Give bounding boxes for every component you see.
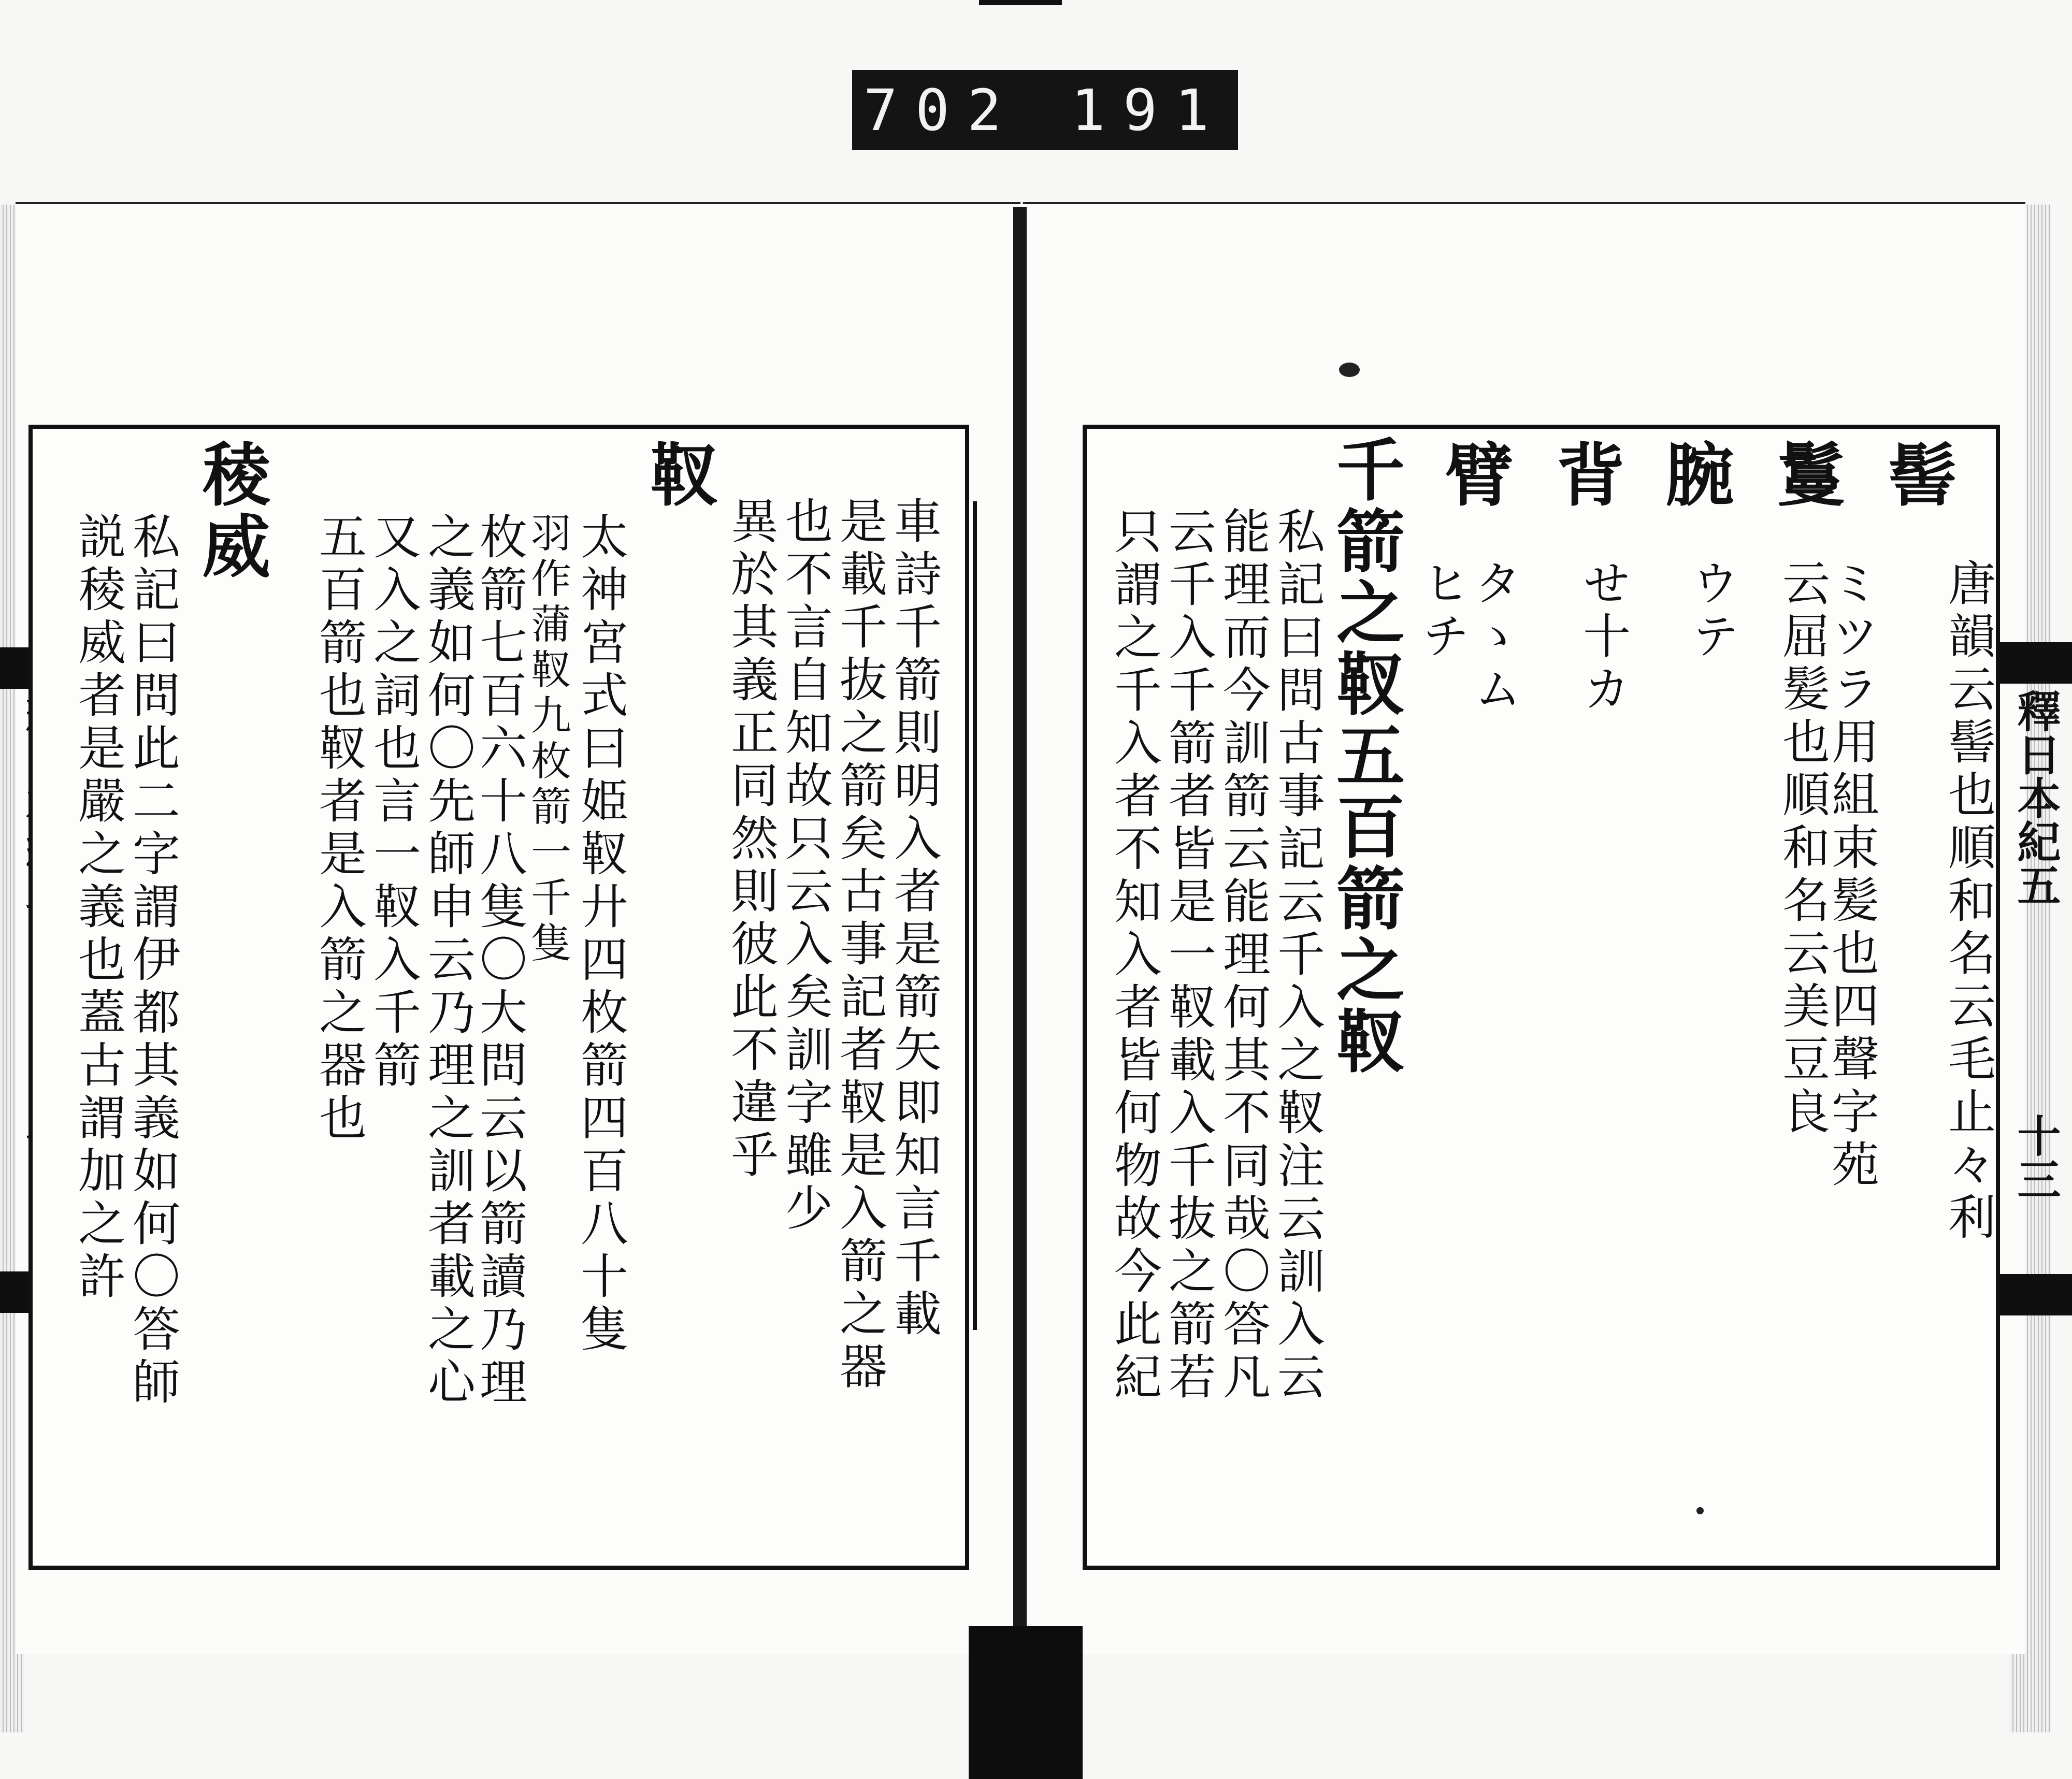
text-column: 羽作蒲靫九枚箭一千隻 (524, 512, 571, 967)
entry-text: ヒチ (1415, 558, 1470, 664)
text-column: 是載千抜之箭矣古事記者靫是入箭之器 (832, 496, 887, 1394)
text-column: 私記曰問古事記云千入之靫注云訓入云 (1270, 507, 1325, 1405)
text-column: 異於其義正同然則彼此不違乎 (723, 496, 779, 1183)
entry-head: 腕 (1653, 439, 1734, 511)
heading-itsu: 稜威 (190, 439, 270, 582)
text-column: 車詩千箭則明入者是箭矢即知言千載 (886, 496, 942, 1341)
ink-spot (1696, 1507, 1704, 1514)
entry-head: 臂 (1433, 439, 1514, 511)
right-margin-tab-bottom (1992, 1274, 2072, 1315)
text-column: 私記曰問此二字謂伊都其義如何〇答師 (125, 512, 180, 1410)
section-heading: 千箭之靫五百箭之靫 (1325, 434, 1405, 1077)
ink-blot-top (979, 0, 1062, 5)
right-margin-title: 釋日本紀五 (2010, 689, 2062, 906)
text-column: 五百箭也靫者是入箭之器也 (311, 512, 367, 1146)
text-column: 只謂之千入者不知入者皆何物故今此紀 (1106, 507, 1162, 1405)
inner-rule (973, 501, 977, 1330)
entry-text: 唐韻云髻也順和名云毛止々利 (1940, 558, 1996, 1245)
ink-spot (1339, 363, 1360, 377)
microfilm-frame-label: 702 191 (852, 70, 1238, 150)
right-margin-tab-top (1992, 642, 2072, 684)
text-column: 太神宮式曰姫靫廾四枚箭四百八十隻 (573, 512, 628, 1357)
entry-text: ウテ (1684, 558, 1739, 664)
left-text-block (28, 425, 969, 1570)
entry-head: 鬘 (1765, 439, 1845, 511)
entry-head: 背 (1545, 439, 1625, 511)
text-column: 之義如何〇先師申云乃理之訓者載之心 (420, 512, 476, 1410)
entry-text: 云屈髪也順和名云美豆良 (1775, 558, 1830, 1139)
text-column: 説稜威者是嚴之義也蓋古謂加之許 (70, 512, 126, 1304)
gutter-shadow (969, 1626, 1083, 1779)
entry-text: ミツラ用組束髪也四聲字苑 (1824, 558, 1879, 1192)
entry-text: タゝム (1466, 558, 1522, 717)
entry-head: 髻 (1876, 439, 1956, 511)
book-gutter (1013, 207, 1027, 1740)
text-column: 枚箭七百六十八隻〇大問云以箭讀乃理 (472, 512, 527, 1410)
entry-text: せ十カ (1575, 558, 1631, 717)
text-column: 能理而今訓箭云能理何其不同哉〇答凡 (1215, 507, 1271, 1405)
text-column: 也不言自知故只云入矣訓字雖少 (778, 496, 833, 1236)
text-column: 云千入千箭者皆是一靫載入千抜之箭若 (1161, 507, 1216, 1405)
text-column: 又入之詞也言一靫入千箭 (366, 512, 421, 1093)
heading-yugi: 靫 (638, 439, 718, 511)
right-text-block (1083, 425, 2000, 1570)
right-margin-page-number: 十三 (2010, 1113, 2062, 1201)
